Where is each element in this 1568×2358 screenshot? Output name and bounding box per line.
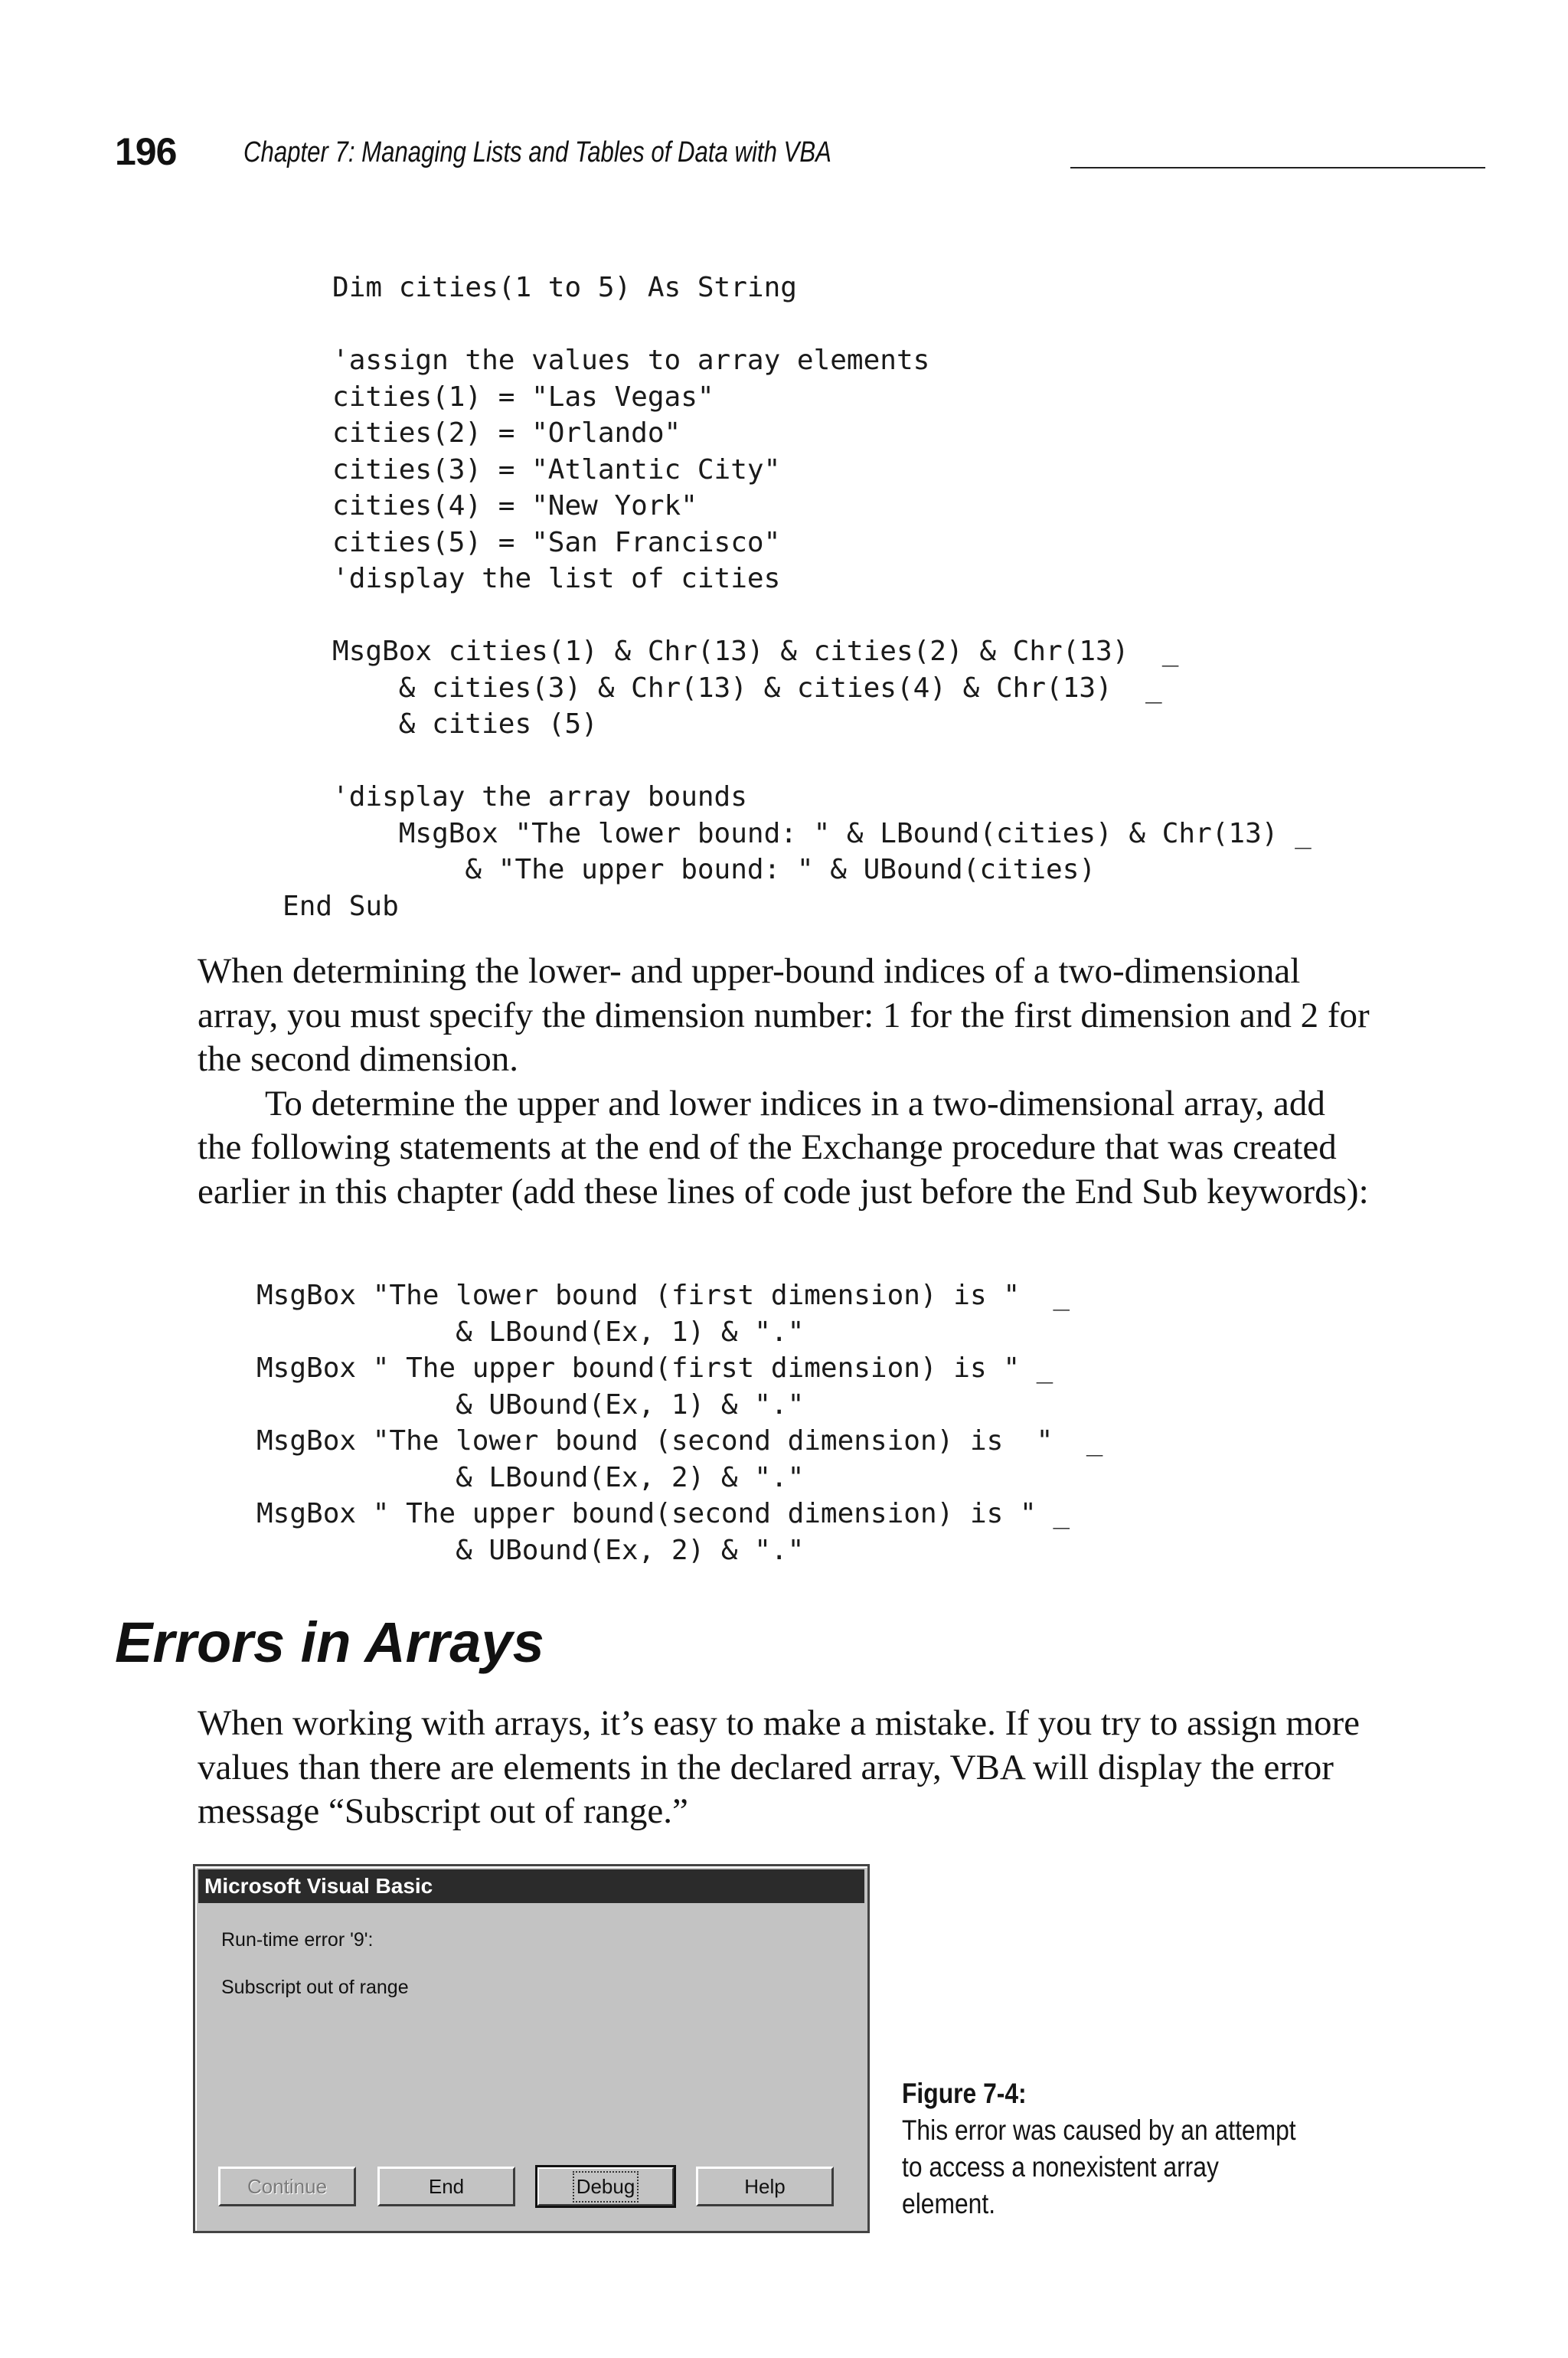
code-line: MsgBox "The lower bound (second dimension) is " _ [256,1425,1103,1457]
section-heading: Errors in Arrays [115,1611,544,1674]
code-line: MsgBox "The lower bound: " & LBound(cities) & Chr(13) _ [233,817,1312,849]
page-number: 196 [115,130,177,173]
code-line: cities(1) = "Las Vegas" [233,381,714,413]
code-line: 'assign the values to array elements [233,345,930,376]
debug-button-label: Debug [576,2174,635,2198]
page-header [115,129,1355,182]
figure-label: Figure 7-4: [902,2078,1027,2109]
code-line [233,597,1312,634]
code-line: MsgBox cities(1) & Chr(13) & cities(2) & Chr(13) _ [233,636,1179,667]
code-line: cities(3) = "Atlantic City" [233,453,781,486]
running-head: Chapter 7: Managing Lists and Tables of Data with VBA [243,136,831,168]
continue-button-label: Continue [247,2174,328,2198]
code-line: 'display the array bounds [233,781,747,813]
code-line: 'display the list of cities [233,563,781,594]
code-line: cities(5) = "San Francisco" [233,526,781,558]
code-line: End Sub [233,890,399,922]
code-line: & cities(3) & Chr(13) & cities(4) & Chr(13) _ [233,672,1162,704]
error-dialog [193,1864,870,2233]
error-code-text: Run-time error '9': [221,1929,374,1951]
debug-button[interactable] [537,2167,675,2206]
dialog-title: Microsoft Visual Basic [198,1869,864,1903]
code-line: cities(2) = "Orlando" [233,417,681,449]
paragraph: To determine the upper and lower indices in a two-dimensional array, add the following statements at the end of the Exchange procedure that was created earlier in this chapter (add these lines of code just before the End Sub keywords): [198,1083,1369,1212]
header-rule [1070,167,1485,168]
paragraph: When determining the lower- and upper-bound indices of a two-dimensional array, you must specify the dimension number: 1 for the first dimension and 2 for the second dimension. [198,951,1370,1079]
error-message-text: Subscript out of range [221,1977,409,1998]
help-button[interactable] [696,2167,834,2206]
code-line: & LBound(Ex, 1) & "." [256,1316,805,1348]
figure-caption [902,2075,1310,2222]
code-line: & UBound(Ex, 2) & "." [256,1534,805,1566]
code-line: & UBound(Ex, 1) & "." [256,1388,805,1421]
code-line: MsgBox "The lower bound (first dimension) is " _ [256,1280,1070,1311]
figure-caption-text: This error was caused by an attempt to access a nonexistent array element. [902,2114,1296,2219]
code-line: MsgBox " The upper bound(first dimension) is " _ [256,1352,1054,1384]
code-line: MsgBox " The upper bound(second dimension) is " _ [256,1498,1070,1529]
body-text-errors [198,1702,1377,1834]
code-line: & "The upper bound: " & UBound(cities) [233,854,1096,885]
paragraph: When working with arrays, it’s easy to make a mistake. If you try to assign more values than there are elements in the declared array, VBA will display the error message “Subscript out of range.” [198,1703,1360,1831]
code-line: Dim cities(1 to 5) As String [233,272,797,303]
code-line: & LBound(Ex, 2) & "." [256,1461,805,1493]
continue-button[interactable] [218,2167,356,2206]
code-block-cities [233,270,1312,924]
end-button-label: End [428,2174,465,2198]
body-text-bounds [198,950,1377,1214]
code-line [233,743,1312,780]
code-line: & cities (5) [233,708,598,740]
help-button-label: Help [744,2174,786,2198]
code-line [233,306,1312,343]
code-line: cities(4) = "New York" [233,490,697,522]
end-button[interactable] [377,2167,515,2206]
code-block-bounds [256,1277,1102,1568]
